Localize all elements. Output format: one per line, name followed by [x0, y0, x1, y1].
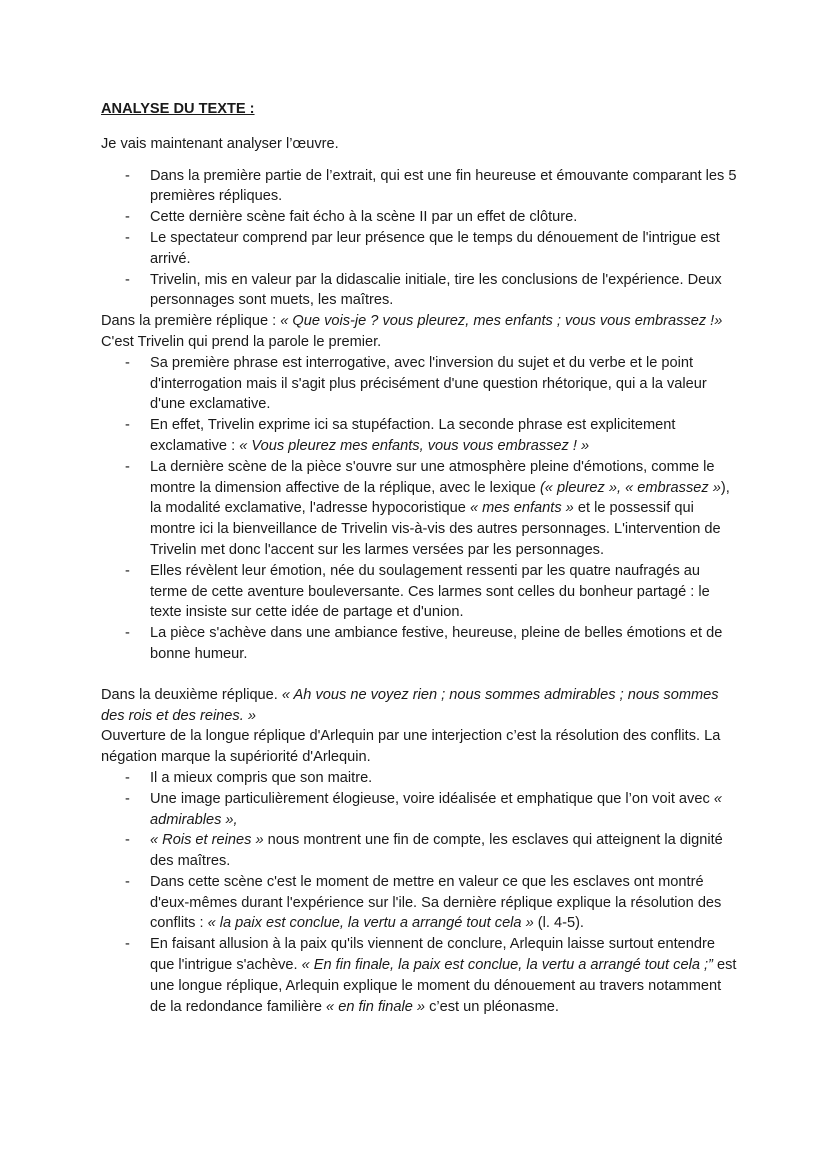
list-item: - Il a mieux compris que son maitre.: [101, 768, 741, 789]
quote: « Ah vous ne voyez rien ; nous sommes admirables ; nous sommes des rois et des reines. »: [101, 686, 719, 724]
spacer: [101, 665, 741, 685]
quote: « admirables »,: [150, 790, 722, 828]
list-item: - Cette dernière scène fait écho à la scène II par un effet de clôture.: [101, 207, 741, 228]
quote: « Que vois-je ? vous pleurez, mes enfants ; vous vous embrassez !»: [280, 313, 723, 330]
first-reply-lead: Dans la première réplique : « Que vois-je ? vous pleurez, mes enfants ; vous vous embrassez !» C'est Trivelin qui prend la parole le premier.: [101, 313, 723, 350]
quote: « Rois et reines »: [150, 832, 264, 849]
list-item: - En faisant allusion à la paix qu'ils viennent de conclure, Arlequin laisse surtout entendre que l'intrigue s'achève. « En fin finale, la paix est conclue, la vertu a arrangé tout cela ;” est une longue réplique, Arlequin explique le moment du dénouement au travers notamment de la redondance familière « en fin finale » c’est un pléonasme.: [101, 934, 741, 1017]
first-part-list: [101, 166, 741, 312]
second-reply-list: [101, 768, 741, 1018]
quote: « Vous pleurez mes enfants, vous vous embrassez ! »: [239, 437, 590, 454]
list-item: - Elles révèlent leur émotion, née du soulagement ressenti par les quatre naufragés au terme de cette aventure bouleversante. Ces larmes sont celles du bonheur partagé : le texte insiste sur cette idée de partage et d'union.: [101, 561, 741, 623]
quote: « la paix est conclue, la vertu a arrangé tout cela »: [207, 915, 534, 932]
list-item: - Dans la première partie de l’extrait, qui est une fin heureuse et émouvante comparant les 5 premières répliques.: [101, 166, 741, 208]
list-item: - Le spectateur comprend par leur présence que le temps du dénouement de l'intrigue est arrivé.: [101, 228, 741, 270]
list-item: - Une image particulièrement élogieuse, voire idéalisée et emphatique que l’on voit avec « admirables »,: [101, 789, 741, 831]
quote: « En fin finale, la paix est conclue, la vertu a arrangé tout cela ;”: [301, 957, 713, 974]
list-item: - En effet, Trivelin exprime ici sa stupéfaction. La seconde phrase est explicitement exclamative : « Vous pleurez mes enfants, vous vous embrassez ! »: [101, 415, 741, 457]
list-item: - Sa première phrase est interrogative, avec l'inversion du sujet et du verbe et le point d'interrogation mais il s'agit plus précisément d'une question rhétorique, qui a la valeur d'une exclamative.: [101, 353, 741, 415]
quote: « mes enfants »: [469, 500, 574, 517]
first-reply-list: [101, 353, 741, 665]
section-title: ANALYSE DU TEXTE :: [101, 101, 255, 117]
second-reply-lead: Dans la deuxième réplique. « Ah vous ne voyez rien ; nous sommes admirables ; nous sommes des rois et des reines. »: [101, 686, 719, 724]
list-item: - Trivelin, mis en valeur par la didascalie initiale, tire les conclusions de l'expérience. Deux personnages sont muets, les maîtres.: [101, 270, 741, 312]
quote: (« pleurez », « embrassez »: [539, 479, 721, 496]
second-reply-paragraph: Ouverture de la longue réplique d'Arlequin par une interjection c’est la résolution des conflits. La négation marque la supériorité d'Arlequin.: [101, 728, 721, 766]
list-item: - « Rois et reines » nous montrent une fin de compte, les esclaves qui atteignent la dignité des maîtres.: [101, 830, 741, 872]
quote: « en fin finale »: [326, 998, 426, 1015]
list-item: - La dernière scène de la pièce s'ouvre sur une atmosphère pleine d'émotions, comme le montre la dimension affective de la réplique, avec le lexique (« pleurez », « embrassez »), la modalité exclamative, l'adresse hypocoristique « mes enfants » et le possessif qui montre ici la bienveillance de Trivelin vis-à-vis des autres personnages. L'intervention de Trivelin met donc l'accent sur les larmes versées par les personnages.: [101, 457, 741, 561]
list-item: - La pièce s'achève dans une ambiance festive, heureuse, pleine de belles émotions et de bonne humeur.: [101, 623, 741, 665]
document-content: [101, 99, 741, 1017]
intro-paragraph: Je vais maintenant analyser l’œuvre.: [101, 135, 339, 152]
list-item: - Dans cette scène c'est le moment de mettre en valeur ce que les esclaves ont montré d'eux-mêmes durant l'expérience sur l'ile. Sa dernière réplique explique la résolution des conflits : « la paix est conclue, la vertu a arrangé tout cela » (l. 4-5).: [101, 872, 741, 934]
